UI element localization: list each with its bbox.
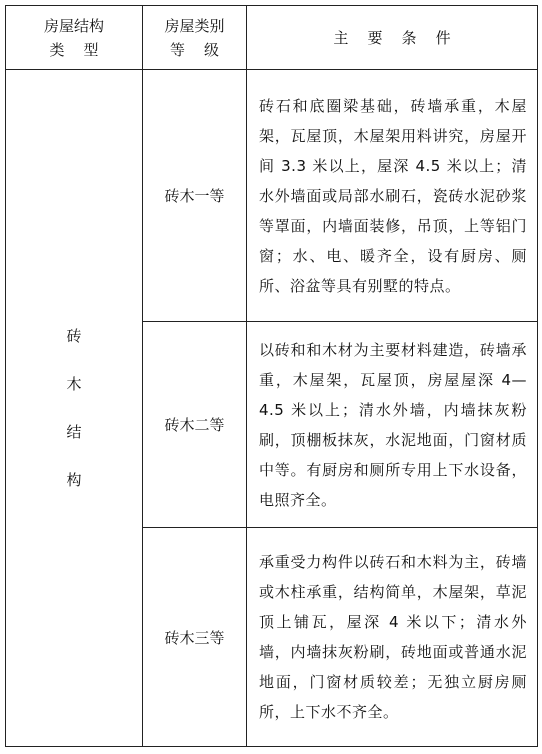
conditions-cell: 承重受力构件以砖石和木料为主，砖墙或木柱承重，结构简单，木屋架，草泥顶上铺瓦，屋深 4 米以下；清水外墙，内墙抹灰粉刷，砖地面或普通水泥地面，门窗材质较差；无独立厨房厕所，上下水不齐全。 [247,528,538,747]
structure-char: 结 [66,423,82,441]
structure-type-cell [6,70,143,747]
header-conditions [247,6,538,70]
header-structure-type-line2: 类 型 [49,40,99,59]
grade-cell: 砖木一等 [143,70,247,322]
header-grade-line2: 等 级 [169,40,220,59]
header-structure-type-line1: 房屋结构 [43,16,104,35]
header-grade [143,6,247,70]
header-row [6,6,538,70]
building-classification-table [5,5,538,747]
structure-char: 构 [66,471,82,489]
table-row [6,70,538,322]
conditions-cell: 以砖和和木材为主要材料建造，砖墙承重，木屋架，瓦屋顶，房屋屋深 4—4.5 米以上；清水外墙，内墙抹灰粉刷，顶棚板抹灰，水泥地面，门窗材质中等。有厨房和厕所专用上下水设备，电照齐全。 [247,322,538,528]
structure-char: 木 [66,375,82,393]
structure-char: 砖 [66,327,82,345]
grade-cell: 砖木二等 [143,322,247,528]
header-grade-line1: 房屋类别 [164,16,225,35]
header-structure-type [6,6,143,70]
conditions-cell: 砖石和底圈梁基础，砖墙承重，木屋架，瓦屋顶，木屋架用料讲究，房屋开间 3.3 米以上，屋深 4.5 米以上；清水外墙面或局部水刷石，瓷砖水泥砂浆等罩面，内墙面装修，吊顶，上等铝门窗；水、电、暖齐全，设有厨房、厕所、浴盆等具有别墅的特点。 [247,70,538,322]
header-conditions-label: 主 要 条 件 [333,28,451,47]
grade-cell: 砖木三等 [143,528,247,747]
